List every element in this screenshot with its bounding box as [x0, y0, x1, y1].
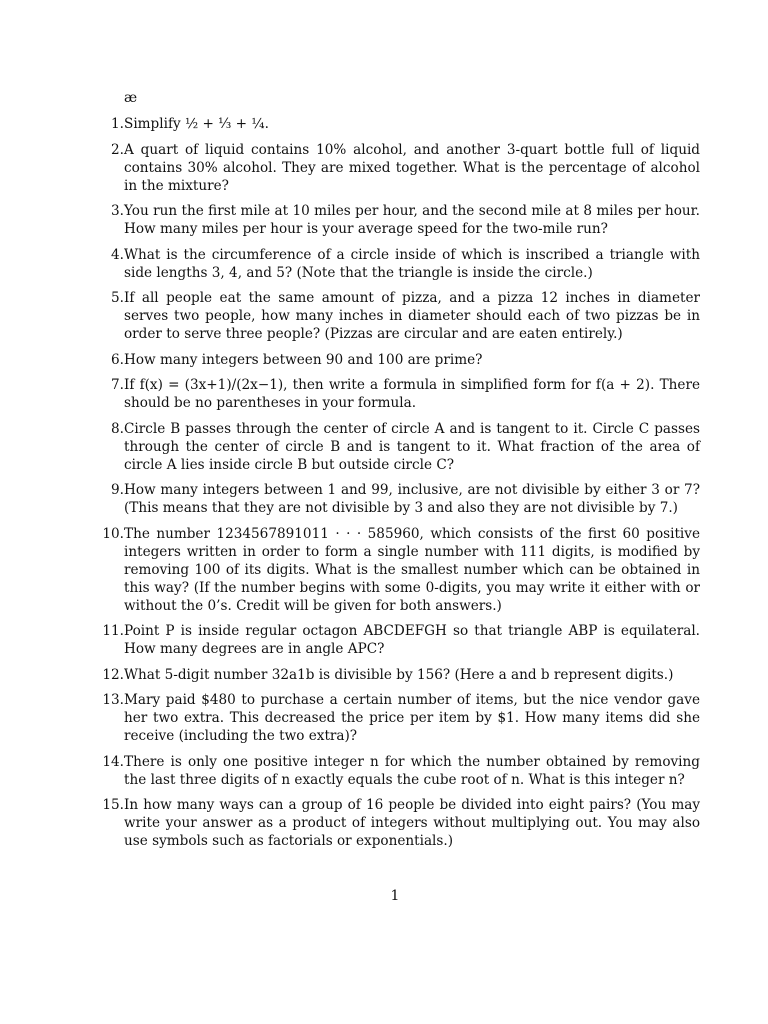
problem-text: What 5-digit number 32a1b is divisible by 156? (Here a and b represent digits.): [124, 666, 674, 683]
problem-text: There is only one positive integer n for which the number obtained by removing the last three digits of n exactly equals the cube root of n. What is this integer n?: [124, 753, 700, 788]
header-mark: æ: [124, 90, 138, 106]
problem-number: 6.: [111, 351, 124, 368]
page-number: 1: [390, 888, 400, 904]
problem-item: [92, 666, 700, 684]
problem-number: 1.: [111, 116, 124, 132]
problem-item: [92, 525, 700, 615]
problem-item: [92, 420, 700, 474]
problem-item: [92, 622, 700, 658]
problem-text: How many integers between 1 and 99, inclusive, are not divisible by either 3 or 7? (This means that they are not divisible by 3 and also they are not divisible by 7.): [124, 482, 700, 516]
problem-item: [92, 481, 700, 517]
problem-text: In how many ways can a group of 16 people be divided into eight pairs? (You may write your answer as a product of integers without multiplying out. You may also use symbols such as factorials or exponentials.): [124, 797, 700, 849]
problem-text: You run the first mile at 10 miles per hour, and the second mile at 8 miles per hour. How many miles per hour is your average speed for the two-mile run?: [124, 203, 700, 237]
problem-number: 9.: [111, 482, 124, 498]
problem-number: 4.: [111, 246, 124, 263]
problem-text: Point P is inside regular octagon ABCDEFGH so that triangle ABP is equilateral. How many degrees are in angle APC?: [124, 623, 700, 657]
problem-item: [92, 376, 700, 412]
problem-number: 7.: [111, 377, 124, 393]
problem-text: Mary paid $480 to purchase a certain number of items, but the nice vendor gave her two extra. This decreased the price per item by $1. How many items did she receive (including the two extra)?: [124, 692, 700, 744]
problem-text: If f(x) = (3x+1)/(2x−1), then write a formula in simplified form for f(a + 2). There should be no parentheses in your formula.: [124, 377, 700, 411]
problem-item: [92, 115, 700, 133]
problem-text: How many integers between 90 and 100 are prime?: [124, 351, 483, 368]
problem-text: What is the circumference of a circle inside of which is inscribed a triangle with side lengths 3, 4, and 5? (Note that the triangle is inside the circle.): [124, 246, 700, 281]
problem-list: [92, 115, 700, 858]
problem-number: 13.: [102, 692, 124, 708]
problem-number: 11.: [102, 623, 124, 639]
problem-number: 2.: [111, 141, 124, 158]
problem-item: [92, 753, 700, 789]
problem-item: [92, 691, 700, 745]
problem-number: 3.: [111, 203, 124, 219]
problem-text: A quart of liquid contains 10% alcohol, and another 3-quart bottle full of liquid contains 30% alcohol. They are mixed together. What is the percentage of alcohol in the mixture?: [124, 141, 700, 194]
problem-item: [92, 351, 700, 369]
problem-number: 8.: [111, 420, 124, 437]
problem-number: 15.: [102, 797, 124, 813]
problem-number: 10.: [102, 525, 124, 542]
problem-item: [92, 202, 700, 238]
problem-text: If all people eat the same amount of pizza, and a pizza 12 inches in diameter serves two people, how many inches in diameter should each of two pizzas be in order to serve three people? (Pizzas are circular and are eaten entirely.): [124, 290, 700, 342]
problem-number: 5.: [111, 290, 124, 306]
problem-item: [92, 796, 700, 850]
problem-number: 12.: [102, 666, 124, 683]
problem-item: [92, 246, 700, 282]
problem-text: Simplify ½ + ⅓ + ¼.: [124, 116, 269, 132]
problem-item: [92, 289, 700, 343]
problem-text: Circle B passes through the center of circle A and is tangent to it. Circle C passes through the center of circle B and is tangent to it. What fraction of the area of circle A lies inside circle B but outside circle C?: [124, 420, 700, 473]
problem-item: [92, 141, 700, 195]
problem-number: 14.: [102, 753, 124, 770]
problem-text: The number 1234567891011 · · · 585960, which consists of the first 60 positive integers written in order to form a single number with 111 digits, is modified by removing 100 of its digits. What is the smallest number which can be obtained in this way? (If the number begins with some 0-digits, you may write it either with or without the 0’s. Credit will be given for both answers.): [124, 525, 700, 614]
